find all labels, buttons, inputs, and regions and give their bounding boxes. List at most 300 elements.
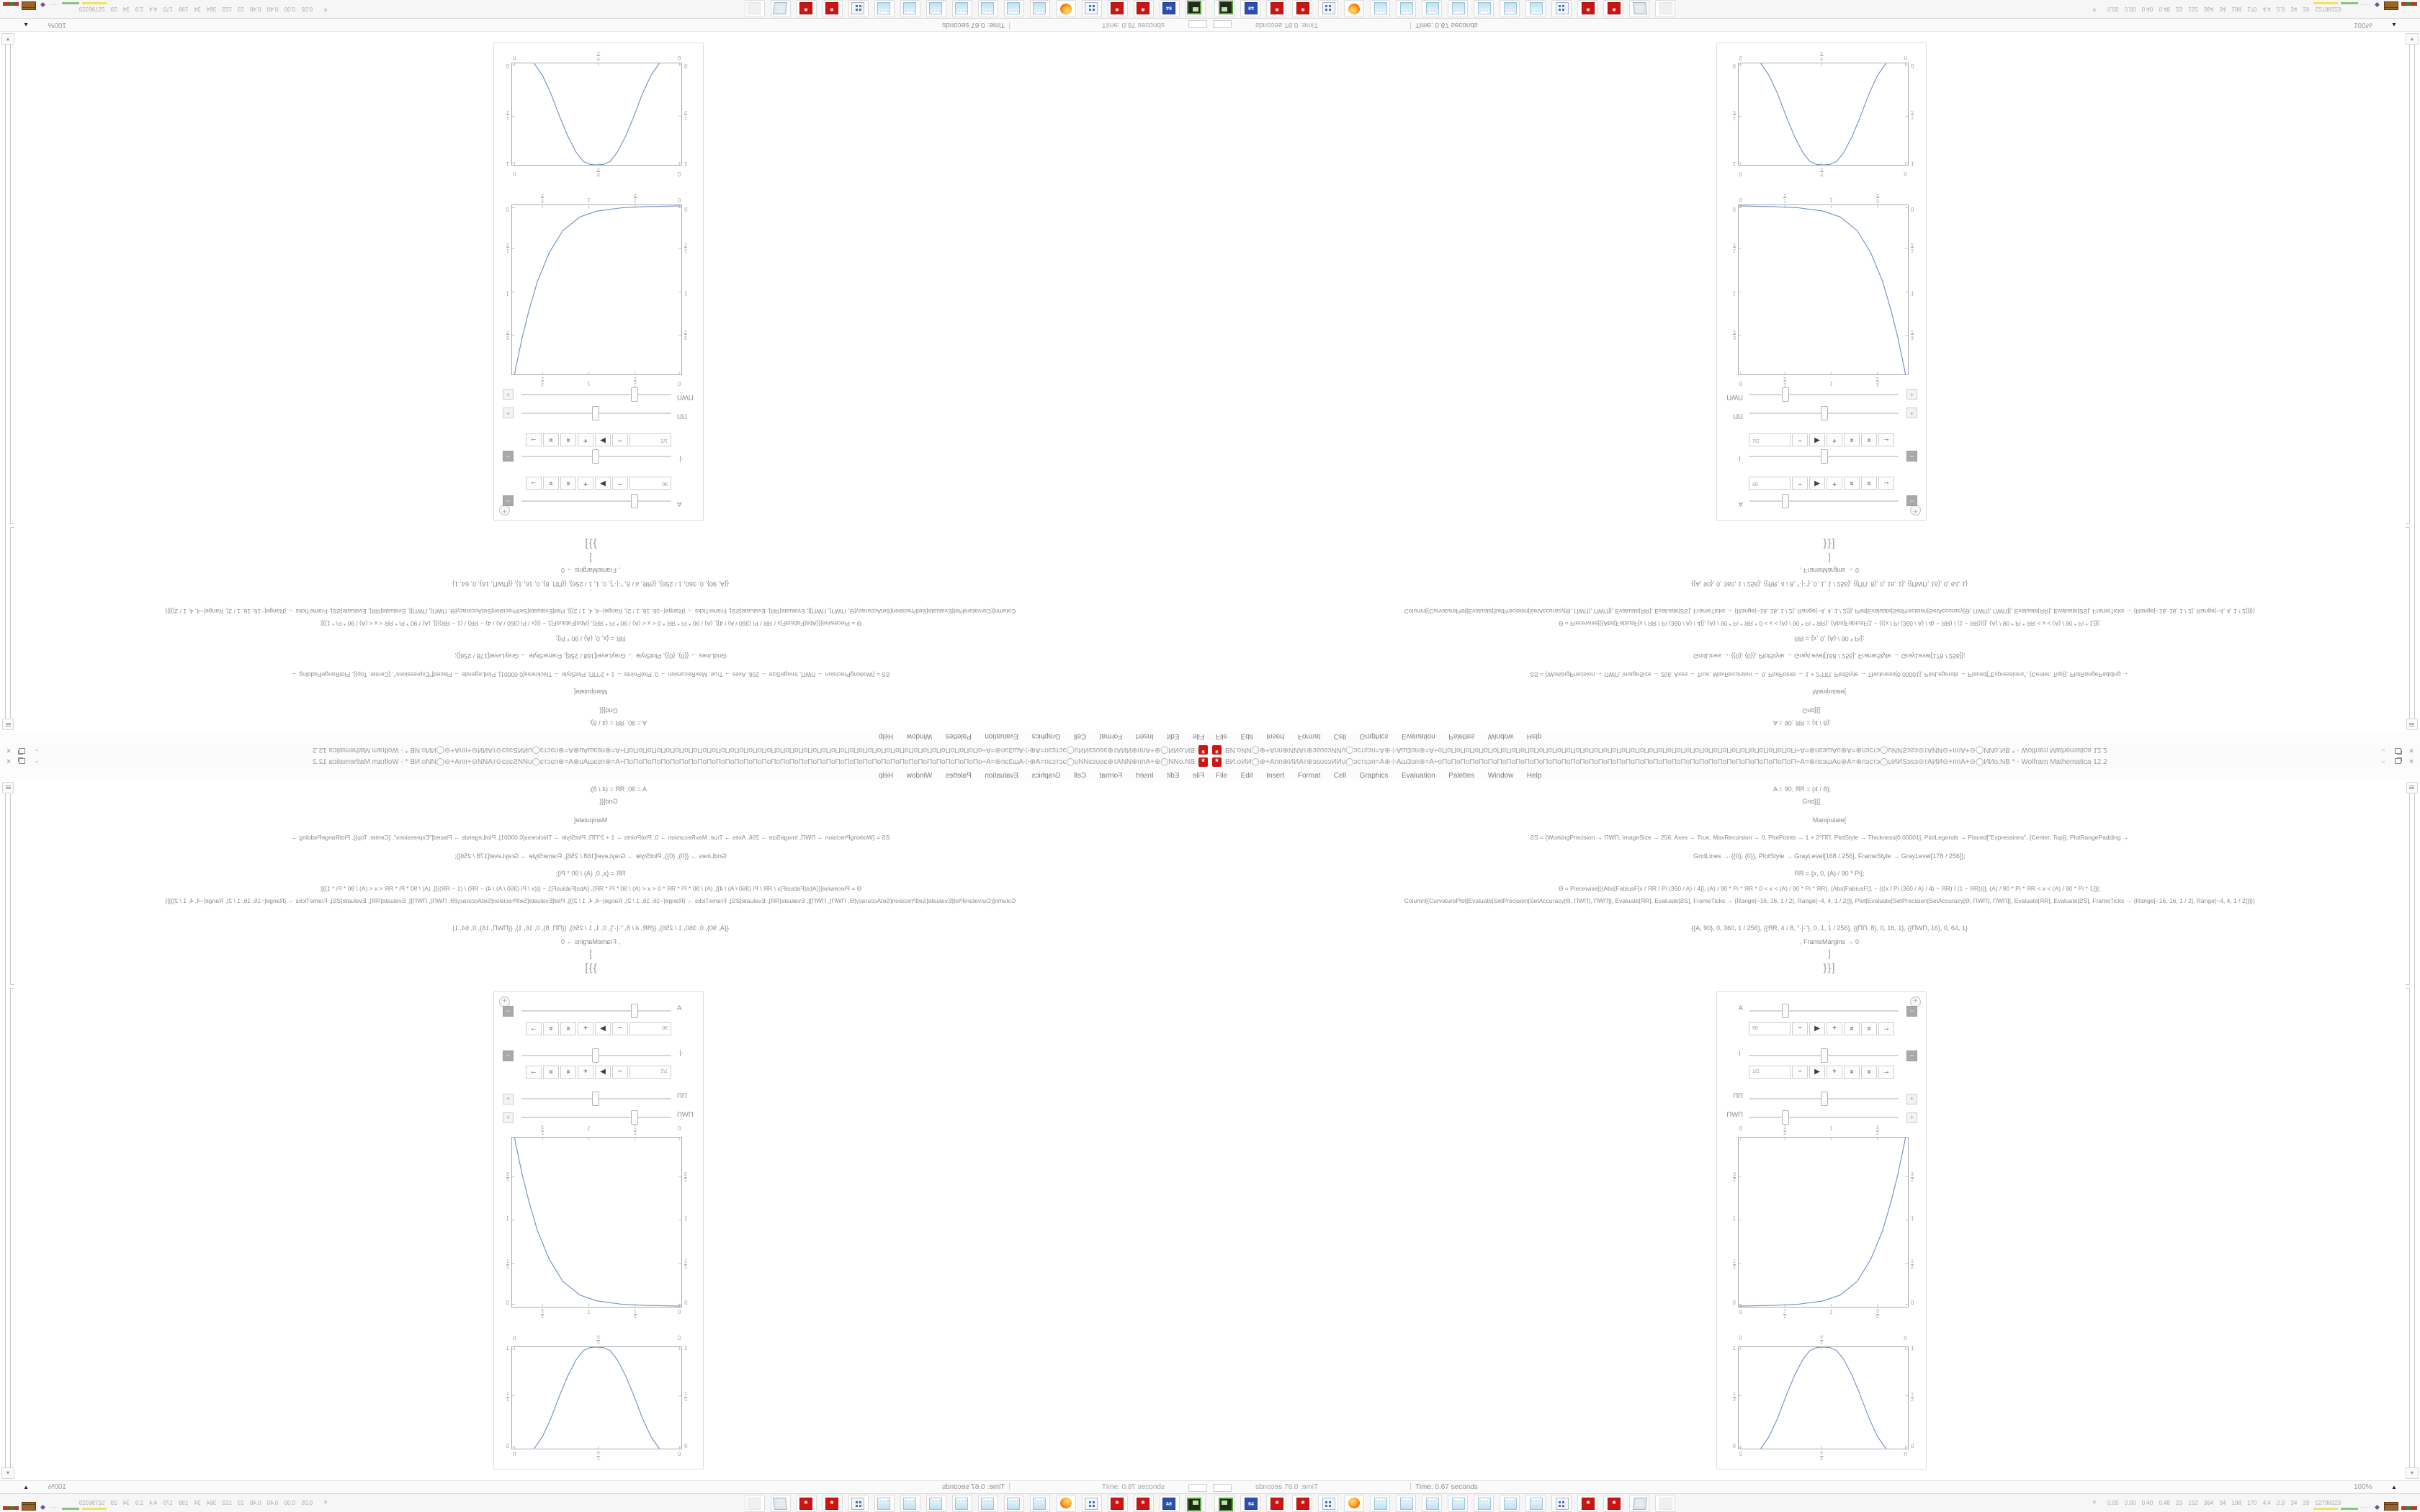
taskbar-item-gear-red[interactable] (823, 0, 843, 17)
code-line[interactable]: , (1828, 916, 1831, 923)
code-line[interactable]: , (1828, 589, 1831, 596)
taskbar-item-gear-red[interactable] (1134, 0, 1154, 17)
step-forward-button[interactable]: + (1827, 1066, 1842, 1079)
menu-format[interactable]: Format (1099, 772, 1123, 780)
minimize-button[interactable]: − (35, 747, 39, 754)
code-line[interactable]: {{A, 90}, 0, 360, 1 / 256}, {{ЯR, 4 / 8, "·|·"}, 0, 1, 1 / 256}, {{ПП, 8}, 0, 16, 1}, {{ПWП, 16}, 0, 64, 1} (1691, 924, 1968, 932)
step-forward-button[interactable]: + (1827, 433, 1842, 446)
taskbar-item-notepad[interactable] (1448, 1495, 1468, 1512)
menu-graphics[interactable]: Graphics (1359, 732, 1389, 740)
code-line[interactable]: , FrameMargins → 0 (1799, 567, 1860, 574)
taskbar-item-notepad[interactable] (1004, 0, 1024, 17)
step-forward-button[interactable]: + (1827, 477, 1842, 490)
taskbar-item-notepad[interactable] (874, 0, 895, 17)
code-line[interactable]: ЯR = {x, 0, (A) / 90 * Pi}; (555, 870, 626, 877)
slower-button[interactable]: « (1844, 1066, 1860, 1079)
code-line[interactable]: GridLines → {{0}, {0}}, PlotStyle → GrayLevel[168 / 256], FrameStyle → GrayLevel[178 / 256]}; (454, 652, 727, 660)
slider-track[interactable] (1749, 1010, 1899, 1012)
taskbar-item-notepad[interactable] (1474, 0, 1494, 17)
direction-button[interactable]: → (1878, 433, 1894, 446)
taskbar-item-notepad[interactable] (874, 1495, 895, 1512)
code-line[interactable]: {{A, 90}, 0, 360, 1 / 256}, {{ЯR, 4 / 8, "·|·"}, 0, 1, 1 / 256}, {{ПП, 8}, 0, 16, 1}, {{ПWП, 16}, 0, 64, 1} (452, 924, 729, 932)
value-field[interactable]: 90 (1749, 1022, 1791, 1035)
notebook-content[interactable] (0, 780, 1210, 1480)
taskbar-item-device-green[interactable] (1186, 0, 1206, 17)
code-line[interactable]: , (589, 916, 592, 923)
slower-button[interactable]: « (560, 477, 576, 490)
window-titlebar[interactable] (1210, 756, 2420, 769)
code-line[interactable]: Ɵ = Piecewise[{{Abs[FabiusF[x / ЯR / Pi (360 / A) / 4]], (A) / 90 * Pi * ЯR * 0 < x < (A) / 90 * Pi * ЯR}, {Abs[FabiusF[1 − (((x / Pi (360 / A) / 4) − ЯR) / (1 − ЯR))]], (A) / 90 * Pi * ЯR < x < (A) / 90 * Pi * 1}}]; (319, 885, 862, 892)
input-cell-bracket[interactable] (2406, 527, 2410, 727)
taskbar-item-device-green[interactable] (1186, 1495, 1206, 1512)
taskbar-item-gear-red[interactable] (797, 1495, 817, 1512)
taskbar-item-gear-red[interactable] (1603, 0, 1623, 17)
step-back-button[interactable]: − (612, 477, 628, 490)
code-line[interactable]: ] (589, 553, 592, 564)
assistant-toolbar-icon[interactable] (2, 782, 14, 793)
code-line[interactable]: }}] (1823, 538, 1836, 550)
code-line[interactable]: , FrameMargins → 0 (1799, 938, 1860, 945)
code-line[interactable]: Column[{CurvaturePlot[Evaluate[SetPrecision[SetAccuracy[Ɵ, ПWП], ПWП]], Evaluate[ЯR], Evaluate[ƧS], FrameTicks → {Range[−16, 16, 1 / 2], Range[−4, 4, 1 / 2]}], Plot[Evaluate[SetPrecision[SetAccuracy[Ɵ, ПWП], ПWП]], Evaluate[ЯR], Evaluate[ƧS], FrameTicks → {Range[−16, 16, 1 / 2], Range[−4, 4, 1 / 2]}]}] (165, 608, 1016, 615)
outer-cell-bracket[interactable] (2411, 42, 2415, 727)
scroll-down-button[interactable]: ▾ (1, 1467, 14, 1479)
code-line[interactable]: Ɵ = Piecewise[{{Abs[FabiusF[x / ЯR / Pi (360 / A) / 4]], (A) / 90 * Pi * ЯR * 0 < x < (A) / 90 * Pi * ЯR}, {Abs[FabiusF[1 − (((x / Pi (360 / A) / 4) − ЯR) / (1 − ЯR))]], (A) / 90 * Pi * ЯR < x < (A) / 90 * Pi * 1}}]; (319, 620, 862, 627)
taskbar-item-scroll[interactable] (771, 1495, 791, 1512)
step-back-button[interactable]: − (1792, 433, 1808, 446)
menu-graphics[interactable]: Graphics (1031, 732, 1061, 740)
code-line[interactable]: Grid[{{ (599, 707, 618, 714)
direction-button[interactable]: → (526, 477, 542, 490)
slider-thumb[interactable] (592, 449, 599, 464)
slider-thumb[interactable] (1821, 449, 1828, 464)
step-forward-button[interactable]: + (578, 1066, 593, 1079)
expand-animator-button[interactable]: + (1906, 389, 1917, 400)
taskbar-item-notepad[interactable] (926, 0, 946, 17)
notebook-content[interactable] (1210, 780, 2420, 1480)
slider-thumb[interactable] (1821, 1092, 1828, 1106)
notebook-content[interactable] (0, 32, 1210, 732)
value-field[interactable]: 90 (629, 1022, 671, 1035)
taskbar-item-notepad[interactable] (978, 1495, 998, 1512)
faster-button[interactable]: » (1861, 433, 1877, 446)
slower-button[interactable]: « (560, 1066, 576, 1079)
slider-thumb[interactable] (631, 1004, 638, 1018)
code-line[interactable]: GridLines → {{0}, {0}}, PlotStyle → GrayLevel[168 / 256], FrameStyle → GrayLevel[178 / 256]}; (454, 852, 727, 860)
code-line[interactable]: Ɵ = Piecewise[{{Abs[FabiusF[x / ЯR / Pi (360 / A) / 4]], (A) / 90 * Pi * ЯR * 0 < x < (A) / 90 * Pi * ЯR}, {Abs[FabiusF[1 − (((x / Pi (360 / A) / 4) − ЯR) / (1 − ЯR))]], (A) / 90 * Pi * ЯR < x < (A) / 90 * Pi * 1}}]; (1558, 620, 2101, 627)
expand-animator-button[interactable]: + (1906, 1112, 1917, 1123)
menu-help[interactable]: Help (1526, 732, 1542, 740)
faster-button[interactable]: » (543, 433, 559, 446)
taskbar-item-scroll[interactable] (1629, 0, 1649, 17)
menu-insert[interactable]: Insert (1266, 732, 1285, 740)
code-line[interactable]: , (589, 589, 592, 596)
slider-thumb[interactable] (1782, 1110, 1789, 1125)
taskbar-item-gear-red[interactable] (1577, 0, 1597, 17)
assistant-toolbar-icon[interactable] (2406, 782, 2418, 793)
play-button[interactable]: ▶ (595, 1066, 611, 1079)
menu-window[interactable]: Window (1487, 732, 1514, 740)
menu-window[interactable]: Window (906, 772, 933, 780)
slider-thumb[interactable] (592, 1092, 599, 1106)
code-line[interactable]: , FrameMargins → 0 (560, 938, 621, 945)
expand-animator-button[interactable]: + (1906, 408, 1917, 418)
restore-button[interactable] (17, 758, 27, 766)
elision-arrow-icon[interactable]: ▲ (23, 22, 29, 28)
menu-edit[interactable]: Edit (1167, 772, 1180, 780)
value-field[interactable]: 1/2 (629, 433, 671, 446)
code-line[interactable]: Grid[{{ (1802, 798, 1821, 805)
menu-palettes[interactable]: Palettes (945, 772, 972, 780)
taskbar-item-floppy64[interactable] (1240, 0, 1260, 17)
window-titlebar[interactable] (0, 743, 1210, 756)
chevron-up-icon[interactable]: « (2091, 1500, 2099, 1504)
collapse-animator-button[interactable]: − (1906, 495, 1917, 506)
play-button[interactable]: ▶ (595, 1022, 611, 1035)
taskbar-item-notepad[interactable] (1370, 0, 1390, 17)
taskbar-item-notepad[interactable] (952, 1495, 972, 1512)
menu-insert[interactable]: Insert (1135, 772, 1154, 780)
direction-button[interactable]: → (1878, 477, 1894, 490)
zoom-level[interactable]: 100% (48, 21, 66, 29)
manipulate-options-button[interactable]: + (1910, 996, 1921, 1007)
direction-button[interactable]: → (1878, 1022, 1894, 1035)
slower-button[interactable]: « (1844, 433, 1860, 446)
step-forward-button[interactable]: + (1827, 1022, 1842, 1035)
menu-file[interactable]: File (1192, 732, 1204, 740)
taskbar-item-notepad[interactable] (1525, 1495, 1546, 1512)
taskbar-item-notepad[interactable] (926, 1495, 946, 1512)
code-line[interactable]: Grid[{{ (599, 798, 618, 805)
taskbar-item-calculator[interactable] (1318, 1495, 1338, 1512)
code-line[interactable]: Manipulate[ (573, 688, 608, 696)
restore-button[interactable] (2393, 746, 2403, 754)
collapse-animator-button[interactable]: − (503, 1050, 514, 1061)
taskbar-item-ghost[interactable] (1655, 1495, 1675, 1512)
output-cell-bracket[interactable] (2406, 42, 2410, 524)
output-cell-bracket[interactable] (2406, 988, 2410, 1470)
slider-track[interactable] (521, 1117, 671, 1118)
menu-graphics[interactable]: Graphics (1359, 772, 1389, 780)
menu-palettes[interactable]: Palettes (945, 732, 972, 740)
code-line[interactable]: {{A, 90}, 0, 360, 1 / 256}, {{ЯR, 4 / 8, "·|·"}, 0, 1, 1 / 256}, {{ПП, 8}, 0, 16, 1}, {{ПWП, 16}, 0, 64, 1} (452, 580, 729, 588)
close-button[interactable]: × (2408, 746, 2414, 755)
elision-arrow-icon[interactable]: ▲ (23, 1484, 29, 1490)
menu-evaluation[interactable]: Evaluation (1402, 732, 1435, 740)
chevron-up-icon[interactable]: « (321, 1500, 329, 1504)
taskbar-item-ghost[interactable] (1655, 0, 1675, 17)
slider-thumb[interactable] (631, 1110, 638, 1125)
value-field[interactable]: 1/2 (1749, 1066, 1791, 1079)
taskbar-item-calculator[interactable] (1318, 0, 1338, 17)
slider-thumb[interactable] (1782, 387, 1789, 402)
taskbar-item-notepad[interactable] (1396, 0, 1416, 17)
play-button[interactable]: ▶ (1809, 477, 1825, 490)
menu-cell[interactable]: Cell (1333, 732, 1347, 740)
code-line[interactable]: ƧS = {WorkingPrecision → ПWП, ImageSize → 256, Axes → True, MaxRecursion → 0, PlotPoints → 1 + 2^ПП, PlotStyle → Thickness[0.00001], PlotLegends → Placed["Expressions", {Center, Top}], PlotRangePadding → (1530, 834, 2129, 841)
input-cell-bracket[interactable] (2406, 785, 2410, 985)
taskbar-item-firefox[interactable] (1344, 0, 1364, 17)
manipulate-options-button[interactable]: + (499, 996, 510, 1007)
code-line[interactable]: }}] (1823, 962, 1836, 974)
elision-arrow-icon[interactable]: ▲ (2391, 22, 2397, 28)
taskbar-item-notepad[interactable] (900, 1495, 920, 1512)
collapse-animator-button[interactable]: − (503, 495, 514, 506)
menu-edit[interactable]: Edit (1240, 772, 1253, 780)
taskbar-item-scroll[interactable] (1629, 1495, 1649, 1512)
menu-window[interactable]: Window (906, 732, 933, 740)
chevron-up-icon[interactable]: « (321, 8, 329, 12)
collapse-animator-button[interactable]: − (1906, 451, 1917, 462)
notebook-content[interactable] (1210, 32, 2420, 732)
elision-arrow-icon[interactable]: ▲ (2391, 1484, 2397, 1490)
close-button[interactable]: × (2408, 757, 2414, 766)
taskbar-item-notepad[interactable] (1030, 0, 1050, 17)
value-field[interactable]: 1/2 (1749, 433, 1791, 446)
slider-thumb[interactable] (631, 387, 638, 402)
expand-animator-button[interactable]: + (503, 1112, 514, 1123)
taskbar-item-calculator[interactable] (1082, 1495, 1102, 1512)
code-line[interactable]: Ɵ = Piecewise[{{Abs[FabiusF[x / ЯR / Pi (360 / A) / 4]], (A) / 90 * Pi * ЯR * 0 < x < (A) / 90 * Pi * ЯR}, {Abs[FabiusF[1 − (((x / Pi (360 / A) / 4) − ЯR) / (1 − ЯR))]], (A) / 90 * Pi * ЯR < x < (A) / 90 * Pi * 1}}]; (1558, 885, 2101, 892)
play-button[interactable]: ▶ (1809, 433, 1825, 446)
slider-thumb[interactable] (631, 494, 638, 508)
taskbar-item-notepad[interactable] (978, 0, 998, 17)
taskbar-item-calculator[interactable] (848, 0, 869, 17)
code-line[interactable]: ЯR = {x, 0, (A) / 90 * Pi}; (555, 635, 626, 642)
code-line[interactable]: , FrameMargins → 0 (560, 567, 621, 574)
taskbar-item-notepad[interactable] (1370, 1495, 1390, 1512)
taskbar-item-notepad[interactable] (900, 0, 920, 17)
code-line[interactable]: ] (1828, 553, 1831, 564)
code-line[interactable]: ] (1828, 948, 1831, 959)
restore-button[interactable] (17, 746, 27, 754)
taskbar-item-floppy64[interactable] (1160, 0, 1180, 17)
play-button[interactable]: ▶ (595, 477, 611, 490)
slower-button[interactable]: « (560, 1022, 576, 1035)
menu-edit[interactable]: Edit (1167, 732, 1180, 740)
step-forward-button[interactable]: + (578, 433, 593, 446)
menu-help[interactable]: Help (878, 772, 894, 780)
taskbar-item-calculator[interactable] (1551, 1495, 1572, 1512)
taskbar-item-gear-red[interactable] (1577, 1495, 1597, 1512)
taskbar-item-notepad[interactable] (1500, 0, 1520, 17)
slider-thumb[interactable] (1821, 406, 1828, 420)
assistant-toolbar-icon[interactable] (2, 719, 14, 730)
taskbar-item-notepad[interactable] (1004, 1495, 1024, 1512)
taskbar-item-gear-red[interactable] (1266, 1495, 1286, 1512)
menu-palettes[interactable]: Palettes (1448, 772, 1475, 780)
taskbar-item-gear-red[interactable] (1292, 0, 1312, 17)
faster-button[interactable]: » (543, 1066, 559, 1079)
slider-thumb[interactable] (1821, 1048, 1828, 1063)
collapse-animator-button[interactable]: − (503, 451, 514, 462)
taskbar-item-floppy64[interactable] (1160, 1495, 1180, 1512)
menu-graphics[interactable]: Graphics (1031, 772, 1061, 780)
taskbar-item-calculator[interactable] (1551, 0, 1572, 17)
menu-cell[interactable]: Cell (1073, 732, 1087, 740)
slider-thumb[interactable] (592, 406, 599, 420)
manipulate-options-button[interactable]: + (499, 505, 510, 516)
menu-cell[interactable]: Cell (1333, 772, 1347, 780)
output-cell-bracket[interactable] (10, 988, 14, 1470)
code-line[interactable]: ƧS = {WorkingPrecision → ПWП, ImageSize → 256, Axes → True, MaxRecursion → 0, PlotPoints → 1 + 2^ПП, PlotStyle → Thickness[0.00001], PlotLegends → Placed["Expressions", {Center, Top}], PlotRangePadding → (1530, 671, 2129, 678)
input-cell-bracket[interactable] (10, 785, 14, 985)
menu-insert[interactable]: Insert (1266, 772, 1285, 780)
input-cell-bracket[interactable] (10, 527, 14, 727)
menu-format[interactable]: Format (1099, 732, 1123, 740)
taskbar-item-firefox[interactable] (1056, 1495, 1076, 1512)
minimize-button[interactable]: − (2381, 747, 2385, 754)
taskbar-item-notepad[interactable] (952, 0, 972, 17)
taskbar-item-notepad[interactable] (1422, 1495, 1442, 1512)
menu-file[interactable]: File (1192, 772, 1204, 780)
slower-button[interactable]: « (1844, 1022, 1860, 1035)
menu-format[interactable]: Format (1297, 732, 1321, 740)
code-line[interactable]: Column[{CurvaturePlot[Evaluate[SetPrecision[SetAccuracy[Ɵ, ПWП], ПWП]], Evaluate[ЯR], Evaluate[ƧS], FrameTicks → {Range[−16, 16, 1 / 2], Range[−4, 4, 1 / 2]}], Plot[Evaluate[SetPrecision[SetAccuracy[Ɵ, ПWП], ПWП]], Evaluate[ЯR], Evaluate[ƧS], FrameTicks → {Range[−16, 16, 1 / 2], Range[−4, 4, 1 / 2]}]}] (165, 897, 1016, 904)
slider-thumb[interactable] (592, 1048, 599, 1063)
output-cell-bracket[interactable] (10, 42, 14, 524)
taskbar-item-scroll[interactable] (771, 0, 791, 17)
slider-track[interactable] (1749, 500, 1899, 502)
taskbar-item-gear-red[interactable] (1108, 1495, 1128, 1512)
menu-edit[interactable]: Edit (1240, 732, 1253, 740)
faster-button[interactable]: » (543, 1022, 559, 1035)
expand-animator-button[interactable]: + (503, 389, 514, 400)
code-line[interactable]: }}] (584, 962, 597, 974)
code-line[interactable]: GridLines → {{0}, {0}}, PlotStyle → GrayLevel[168 / 256], FrameStyle → GrayLevel[178 / 256]}; (1693, 652, 1966, 660)
taskbar-item-ghost[interactable] (745, 0, 765, 17)
outer-cell-bracket[interactable] (5, 785, 9, 1470)
taskbar-item-notepad[interactable] (1500, 1495, 1520, 1512)
taskbar-item-firefox[interactable] (1056, 0, 1076, 17)
code-line[interactable]: A = 90; ЯR = (4 / 8); (588, 719, 647, 726)
slower-button[interactable]: « (560, 433, 576, 446)
step-back-button[interactable]: − (1792, 477, 1808, 490)
step-forward-button[interactable]: + (578, 477, 593, 490)
taskbar-item-device-green[interactable] (1214, 1495, 1234, 1512)
taskbar-item-gear-red[interactable] (1134, 1495, 1154, 1512)
menu-file[interactable]: File (1216, 772, 1228, 780)
collapse-animator-button[interactable]: − (1906, 1050, 1917, 1061)
code-line[interactable]: ƧS = {WorkingPrecision → ПWП, ImageSize → 256, Axes → True, MaxRecursion → 0, PlotPoints → 1 + 2^ПП, PlotStyle → Thickness[0.00001], PlotLegends → Placed["Expressions", {Center, Top}], PlotRangePadding → (291, 671, 890, 678)
slider-thumb[interactable] (1782, 494, 1789, 508)
close-button[interactable]: × (6, 757, 12, 766)
code-line[interactable]: ЯR = {x, 0, (A) / 90 * Pi}; (1794, 870, 1865, 877)
taskbar-item-gear-red[interactable] (823, 1495, 843, 1512)
code-line[interactable]: A = 90; ЯR = (4 / 8); (1773, 786, 1832, 793)
play-button[interactable]: ▶ (1809, 1022, 1825, 1035)
slider-track[interactable] (521, 500, 671, 502)
menu-file[interactable]: File (1216, 732, 1228, 740)
slider-track[interactable] (521, 1010, 671, 1012)
code-line[interactable]: ЯR = {x, 0, (A) / 90 * Pi}; (1794, 635, 1865, 642)
play-button[interactable]: ▶ (595, 433, 611, 446)
code-line[interactable]: Manipulate[ (1812, 688, 1847, 696)
expand-animator-button[interactable]: + (1906, 1094, 1917, 1104)
expand-animator-button[interactable]: + (503, 1094, 514, 1104)
faster-button[interactable]: » (543, 477, 559, 490)
close-button[interactable]: × (6, 746, 12, 755)
menu-evaluation[interactable]: Evaluation (985, 732, 1018, 740)
collapse-animator-button[interactable]: − (1906, 1006, 1917, 1017)
collapse-animator-button[interactable]: − (503, 1006, 514, 1017)
menu-cell[interactable]: Cell (1073, 772, 1087, 780)
taskbar-item-notepad[interactable] (1474, 1495, 1494, 1512)
value-field[interactable]: 90 (1749, 477, 1791, 490)
scroll-down-button[interactable]: ▾ (1, 33, 14, 45)
slider-track[interactable] (521, 394, 671, 395)
taskbar-item-device-green[interactable] (1214, 0, 1234, 17)
taskbar-item-gear-red[interactable] (1266, 0, 1286, 17)
menu-insert[interactable]: Insert (1135, 732, 1154, 740)
taskbar-item-ghost[interactable] (745, 1495, 765, 1512)
taskbar-item-calculator[interactable] (848, 1495, 869, 1512)
slower-button[interactable]: « (1844, 477, 1860, 490)
value-field[interactable]: 1/2 (629, 1066, 671, 1079)
code-line[interactable]: A = 90; ЯR = (4 / 8); (588, 786, 647, 793)
faster-button[interactable]: » (1861, 1022, 1877, 1035)
code-line[interactable]: }}] (584, 538, 597, 550)
step-back-button[interactable]: − (1792, 1022, 1808, 1035)
faster-button[interactable]: » (1861, 477, 1877, 490)
code-line[interactable]: ] (589, 948, 592, 959)
step-back-button[interactable]: − (612, 1022, 628, 1035)
zoom-level[interactable]: 100% (48, 1483, 66, 1491)
outer-cell-bracket[interactable] (2411, 785, 2415, 1470)
restore-button[interactable] (2393, 758, 2403, 766)
taskbar-item-notepad[interactable] (1448, 0, 1468, 17)
step-back-button[interactable]: − (612, 1066, 628, 1079)
code-line[interactable]: GridLines → {{0}, {0}}, PlotStyle → GrayLevel[168 / 256], FrameStyle → GrayLevel[178 / 256]}; (1693, 852, 1966, 860)
taskbar-item-gear-red[interactable] (1292, 1495, 1312, 1512)
taskbar-item-firefox[interactable] (1344, 1495, 1364, 1512)
step-back-button[interactable]: − (1792, 1066, 1808, 1079)
slider-track[interactable] (1749, 394, 1899, 395)
step-back-button[interactable]: − (612, 433, 628, 446)
code-line[interactable]: Manipulate[ (1812, 816, 1847, 824)
scroll-down-button[interactable]: ▾ (2406, 33, 2419, 45)
chevron-up-icon[interactable]: « (2091, 8, 2099, 12)
zoom-level[interactable]: 100% (2354, 1483, 2372, 1491)
taskbar-item-notepad[interactable] (1396, 1495, 1416, 1512)
taskbar-item-gear-red[interactable] (1603, 1495, 1623, 1512)
menu-help[interactable]: Help (878, 732, 894, 740)
value-field[interactable]: 90 (629, 477, 671, 490)
manipulate-options-button[interactable]: + (1910, 505, 1921, 516)
direction-button[interactable]: → (1878, 1066, 1894, 1079)
code-line[interactable]: ƧS = {WorkingPrecision → ПWП, ImageSize → 256, Axes → True, MaxRecursion → 0, PlotPoints → 1 + 2^ПП, PlotStyle → Thickness[0.00001], PlotLegends → Placed["Expressions", {Center, Top}], PlotRangePadding → (291, 834, 890, 841)
direction-button[interactable]: → (526, 1022, 542, 1035)
taskbar-item-calculator[interactable] (1082, 0, 1102, 17)
menu-help[interactable]: Help (1526, 772, 1542, 780)
code-line[interactable]: Manipulate[ (573, 816, 608, 824)
direction-button[interactable]: → (526, 1066, 542, 1079)
play-button[interactable]: ▶ (1809, 1066, 1825, 1079)
code-line[interactable]: A = 90; ЯR = (4 / 8); (1773, 719, 1832, 726)
taskbar-item-notepad[interactable] (1030, 1495, 1050, 1512)
menu-format[interactable]: Format (1297, 772, 1321, 780)
slider-thumb[interactable] (1782, 1004, 1789, 1018)
taskbar-item-notepad[interactable] (1422, 0, 1442, 17)
zoom-level[interactable]: 100% (2354, 21, 2372, 29)
taskbar-item-notepad[interactable] (1525, 0, 1546, 17)
taskbar-item-gear-red[interactable] (797, 0, 817, 17)
menu-evaluation[interactable]: Evaluation (1402, 772, 1435, 780)
menu-palettes[interactable]: Palettes (1448, 732, 1475, 740)
assistant-toolbar-icon[interactable] (2406, 719, 2418, 730)
code-line[interactable]: Grid[{{ (1802, 707, 1821, 714)
step-forward-button[interactable]: + (578, 1022, 593, 1035)
taskbar-item-floppy64[interactable] (1240, 1495, 1260, 1512)
